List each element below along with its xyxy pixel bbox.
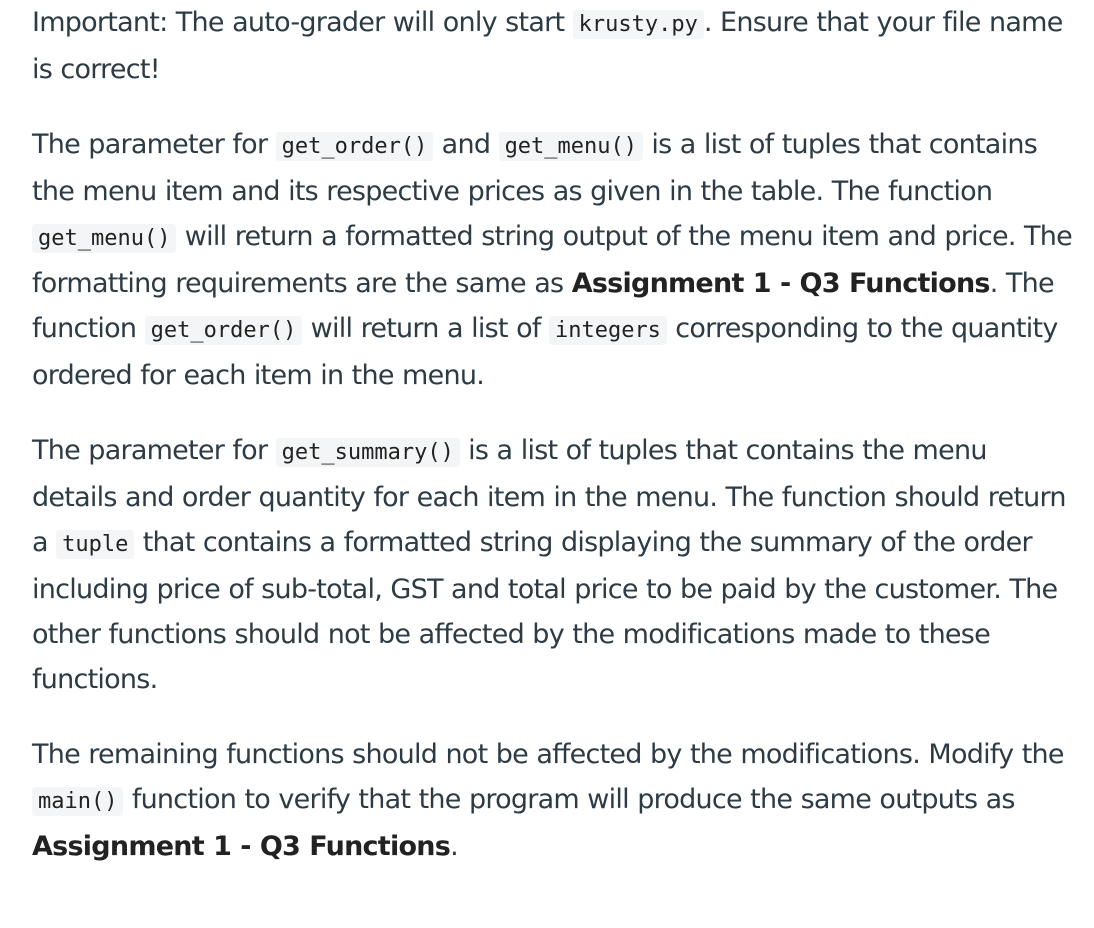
text: that contains a formatted string displaying the summary of the order including price of sub-total, GST and total price to be paid by the customer. The other functions should not be affected by the modifications made to these functions. bbox=[32, 527, 1058, 695]
text: . The function bbox=[32, 268, 1054, 344]
code-get-menu: get_menu() bbox=[32, 224, 176, 253]
code-get-summary: get_summary() bbox=[276, 438, 460, 467]
text: The remaining functions should not be affected by the modifications. Modify the bbox=[32, 739, 1064, 770]
text: will return a list of bbox=[302, 313, 549, 344]
paragraph-remaining bbox=[32, 732, 1072, 869]
text: corresponding to the quantity ordered for each item in the menu. bbox=[32, 313, 1058, 391]
assignment-instructions bbox=[32, 0, 1072, 899]
text: and bbox=[433, 129, 499, 160]
code-get-menu: get_menu() bbox=[499, 132, 643, 161]
code-filename: krusty.py bbox=[573, 10, 704, 39]
bold-assignment-ref: Assignment 1 - Q3 Functions bbox=[571, 268, 990, 299]
text: function to verify that the program will produce the same outputs as bbox=[123, 784, 1015, 815]
paragraph-get-summary bbox=[32, 428, 1072, 702]
text: The parameter for bbox=[32, 435, 276, 466]
text: . bbox=[450, 831, 458, 862]
text: is a list of tuples that contains the menu item and its respective prices as given in the table. The function bbox=[32, 129, 1038, 207]
text: . Ensure that your file name is correct! bbox=[32, 7, 1063, 85]
code-main: main() bbox=[32, 787, 123, 816]
code-tuple: tuple bbox=[56, 530, 134, 559]
code-get-order: get_order() bbox=[276, 132, 434, 161]
paragraph-important bbox=[32, 0, 1072, 92]
code-integers: integers bbox=[549, 316, 667, 345]
paragraph-get-order-menu bbox=[32, 122, 1072, 398]
text: will return a formatted string output of the menu item and price. The formatting requirements are the same as bbox=[32, 221, 1072, 299]
text: Important: The auto-grader will only start bbox=[32, 7, 573, 38]
code-get-order: get_order() bbox=[145, 316, 303, 345]
bold-assignment-ref: Assignment 1 - Q3 Functions bbox=[32, 831, 451, 862]
text: is a list of tuples that contains the menu details and order quantity for each item in the menu. The function should return a bbox=[32, 435, 1066, 558]
text: The parameter for bbox=[32, 129, 276, 160]
